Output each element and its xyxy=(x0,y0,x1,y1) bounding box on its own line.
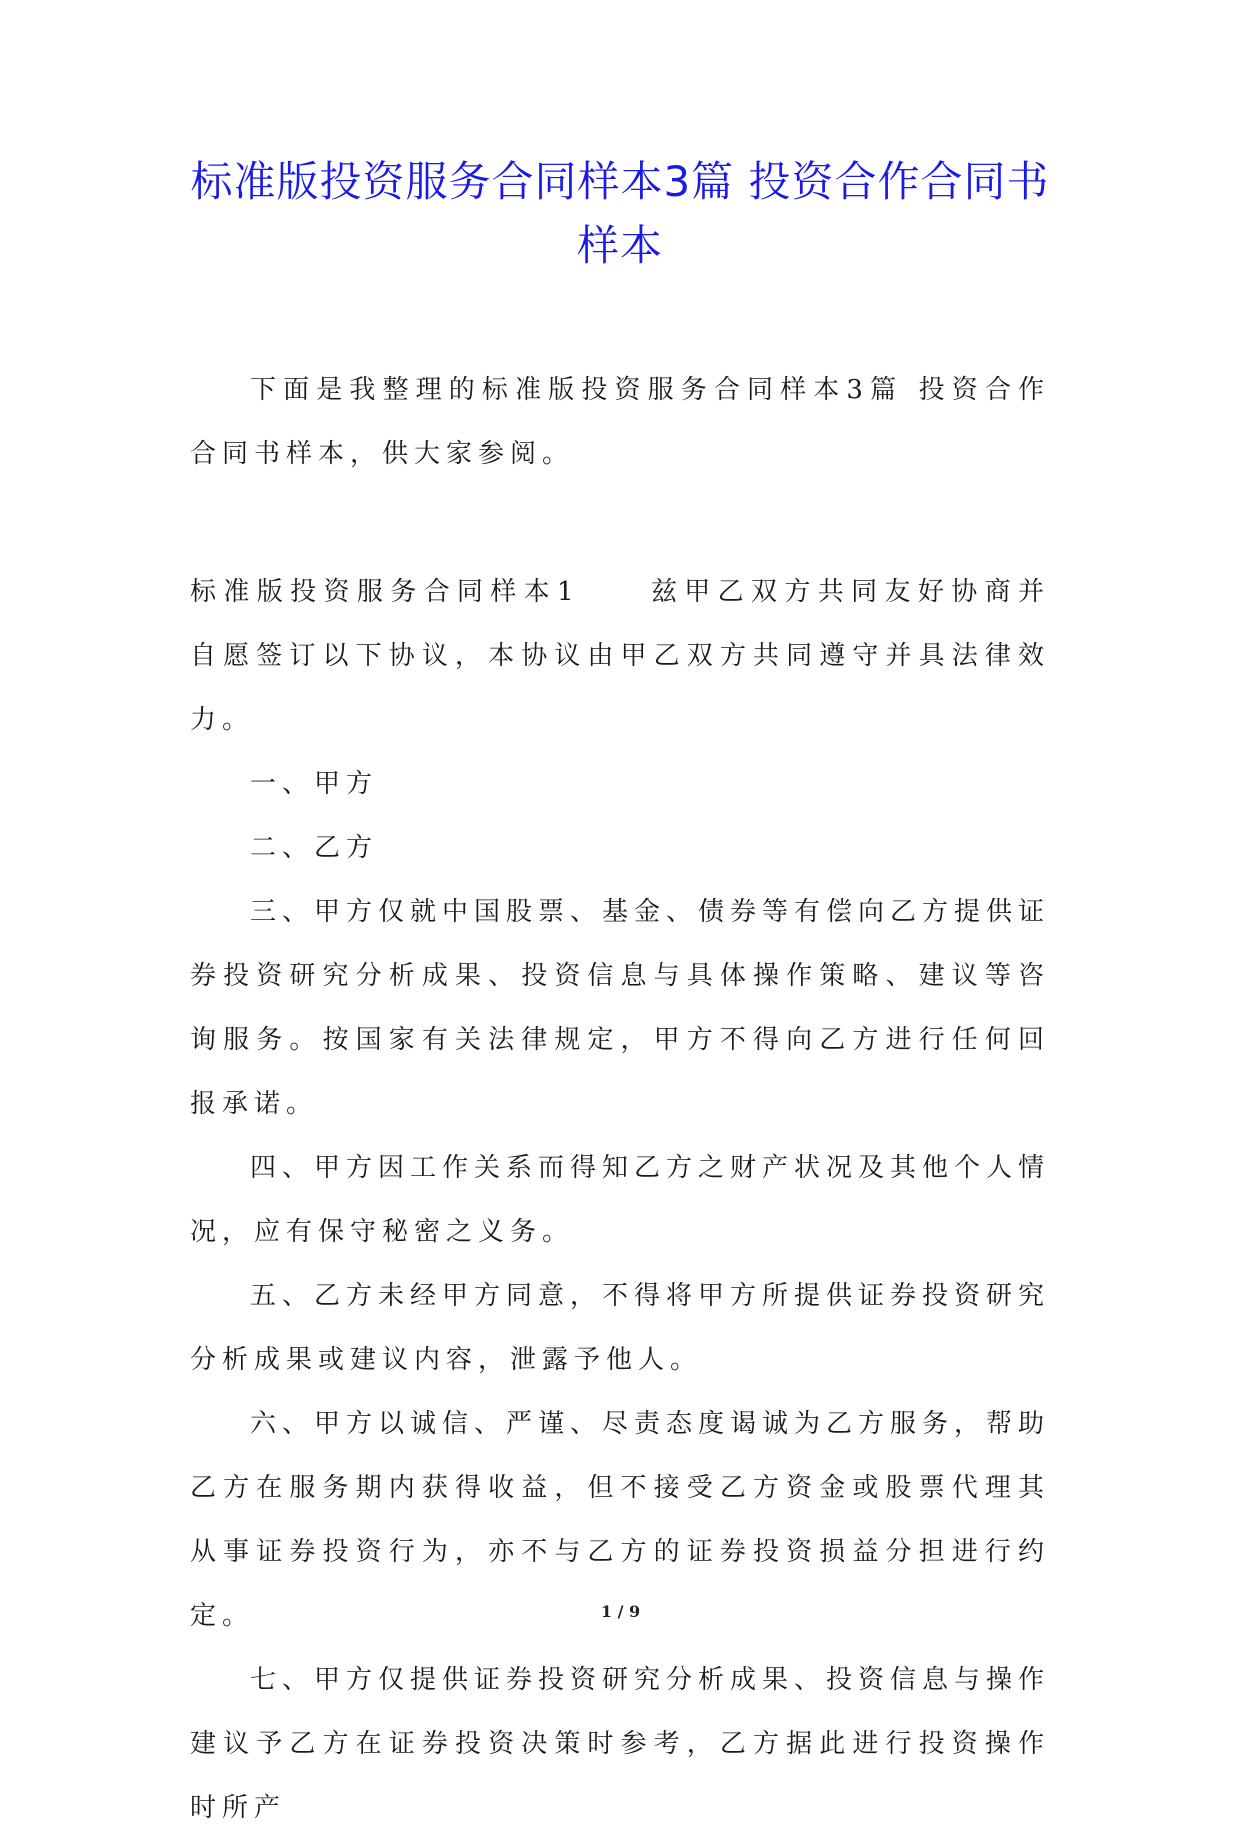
clause-7: 七、甲方仅提供证券投资研究分析成果、投资信息与操作建议予乙方在证券投资决策时参考，乙方据此进行投资操作时所产 xyxy=(190,1665,1051,1823)
clause-3: 三、甲方仅就中国股票、基金、债券等有偿向乙方提供证券投资研究分析成果、投资信息与具体操作策略、建议等咨询服务。按国家有关法律规定，甲方不得向乙方进行任何回报承诺。 xyxy=(190,897,1051,1119)
contract-body xyxy=(190,560,1050,1840)
clause-5: 五、乙方未经甲方同意，不得将甲方所提供证券投资研究分析成果或建议内容，泄露予他人。 xyxy=(190,1281,1051,1375)
intro-section xyxy=(190,358,1050,486)
clause-1: 一、甲方 xyxy=(250,769,379,799)
sample-lead-text: 兹甲乙双方共同友好协商并自愿签订以下协议，本协议由甲乙双方共同遵守并具法律效力。 xyxy=(190,577,1050,735)
intro-paragraph: 下面是我整理的标准版投资服务合同样本3篇 投资合作合同书样本，供大家参阅。 xyxy=(190,375,1050,469)
clause-4: 四、甲方因工作关系而得知乙方之财产状况及其他个人情况，应有保守秘密之义务。 xyxy=(190,1153,1051,1247)
sample-opening-paragraph xyxy=(190,560,1050,752)
clause-6: 六、甲方以诚信、严谨、尽责态度谒诚为乙方服务，帮助乙方在服务期内获得收益，但不接受乙方资金或股票代理其从事证券投资行为，亦不与乙方的证券投资损益分担进行约定。 xyxy=(190,1409,1051,1631)
sample-heading: 标准版投资服务合同样本1 xyxy=(190,577,580,607)
document-title: 标准版投资服务合同样本3篇 投资合作合同书样本 xyxy=(190,157,1050,270)
clause-2: 二、乙方 xyxy=(250,833,379,863)
page-number: 1 / 9 xyxy=(600,1602,641,1621)
